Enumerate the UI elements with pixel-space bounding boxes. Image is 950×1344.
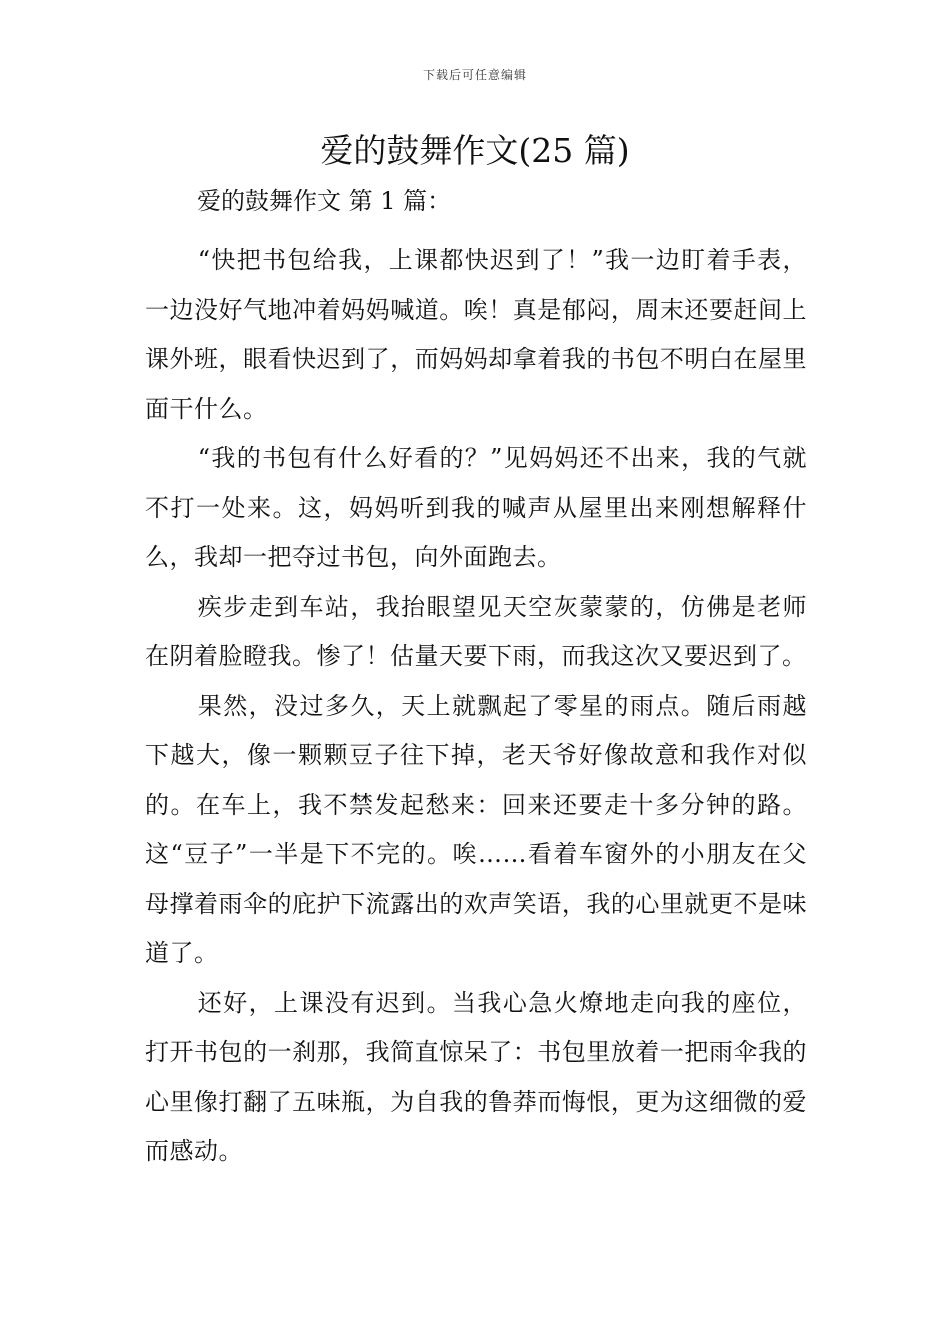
header-note: 下载后可任意编辑: [422, 68, 527, 82]
document-title: 爱的鼓舞作文(25 篇): [320, 131, 630, 170]
paragraph-5: 还好，上课没有迟到。当我心急火燎地走向我的座位，打开书包的一刹那，我简直惊呆了：书包里放着一把雨伞我的心里像打翻了五味瓶，为自我的鲁莽而悔恨，更为这细微的爱而感动。: [145, 988, 807, 1165]
section-heading: 爱的鼓舞作文 第 1 篇：: [197, 187, 452, 215]
paragraph-4: 果然，没过多久，天上就飘起了零星的雨点。随后雨越下越大，像一颗颗豆子往下掉，老天爷好像故意和我作对似的。在车上，我不禁发起愁来：回来还要走十多分钟的路。这“豆子”一半是下不完的。唉……看着车窗外的小朋友在父母撑着雨伞的庇护下流露出的欢声笑语，我的心里就更不是味道了。: [145, 691, 807, 967]
paragraph-2: “我的书包有什么好看的？”见妈妈还不出来，我的气就不打一处来。这，妈妈听到我的喊声从屋里出来刚想解释什么，我却一把夺过书包，向外面跑去。: [145, 444, 807, 571]
paragraph-3: 疾步走到车站，我抬眼望见天空灰蒙蒙的，仿佛是老师在阴着脸瞪我。惨了！估量天要下雨，而我这次又要迟到了。: [145, 592, 807, 670]
paragraph-1: “快把书包给我，上课都快迟到了！”我一边盯着手表，一边没好气地冲着妈妈喊道。唉！真是郁闷，周末还要赶间上课外班，眼看快迟到了，而妈妈却拿着我的书包不明白在屋里面干什么。: [145, 246, 807, 423]
document-body: [145, 178, 807, 1177]
